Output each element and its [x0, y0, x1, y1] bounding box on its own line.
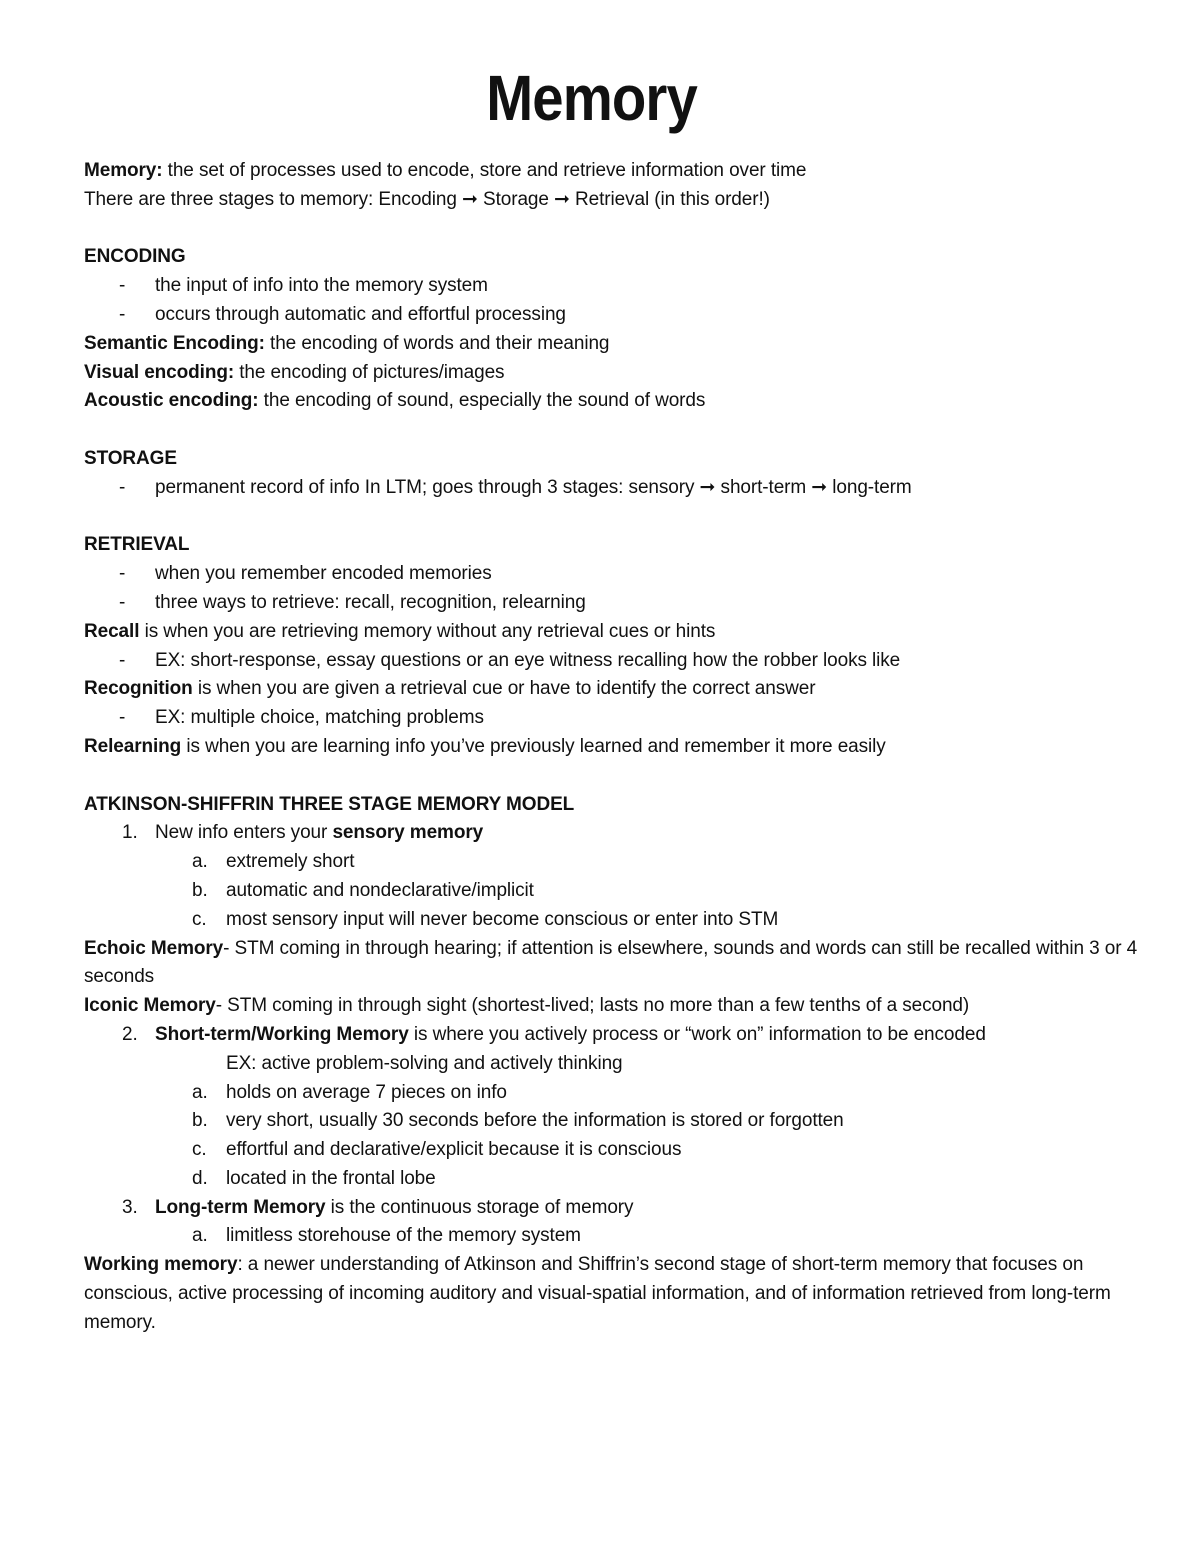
item-letter: a.	[192, 851, 208, 873]
storage-heading: STORAGE	[84, 447, 177, 469]
dash-marker: -	[119, 707, 126, 729]
dash-marker: -	[119, 563, 126, 585]
item-letter: c.	[192, 1139, 207, 1161]
memory-definition	[84, 157, 1144, 186]
visual-encoding: Visual encoding: the encoding of pictures/images	[84, 361, 505, 383]
model-step-3-item: a. limitless storehouse of the memory system	[84, 1222, 1144, 1251]
model-step-2-item: a. holds on average 7 pieces on info	[84, 1079, 1144, 1108]
step-number: 3.	[122, 1196, 138, 1218]
item-letter: a.	[192, 1225, 208, 1247]
model-step-1-item: c. most sensory input will never become conscious or enter into STM	[84, 906, 1144, 935]
model-step-2-item: d. located in the frontal lobe	[84, 1165, 1144, 1194]
retrieval-bullet: - when you remember encoded memories	[84, 560, 1144, 589]
model-step-3: 3. Long-term Memory is the continuous storage of memory	[84, 1194, 1144, 1223]
encoding-bullet: - occurs through automatic and effortful processing	[84, 301, 1144, 330]
spacer	[84, 762, 1144, 791]
dash-marker: -	[119, 591, 126, 613]
working-memory-definition: Working memory: a newer understanding of Atkinson and Shiffrin’s second stage of short-term memory that focuses on conscious, active processing of incoming auditory and visual-spatial information, and of information retrieved from long-term memory.	[84, 1254, 1111, 1333]
recognition-example: - EX: multiple choice, matching problems	[84, 704, 1144, 733]
memory-term: Memory:	[84, 160, 163, 181]
model-step-2-item: c. effortful and declarative/explicit because it is conscious	[84, 1136, 1144, 1165]
spacer	[84, 503, 1144, 532]
acoustic-encoding: Acoustic encoding: the encoding of sound, especially the sound of words	[84, 390, 706, 412]
item-letter: b.	[192, 1110, 208, 1132]
dash-marker: -	[119, 476, 126, 498]
storage-bullet: - permanent record of info In LTM; goes through 3 stages: sensory ➞ short-term ➞ long-term	[84, 474, 1144, 503]
dash-marker: -	[119, 649, 126, 671]
echoic-memory: Echoic Memory- STM coming in through hearing; if attention is elsewhere, sounds and words can still be recalled within 3 or 4 seconds	[84, 937, 1138, 988]
model-step-1-item: b. automatic and nondeclarative/implicit	[84, 877, 1144, 906]
step-number: 2.	[122, 1023, 138, 1045]
page-title: Memory	[486, 62, 697, 134]
memory-stages: There are three stages to memory: Encoding ➞ Storage ➞ Retrieval (in this order!)	[84, 188, 770, 210]
spacer	[84, 215, 1144, 244]
semantic-encoding: Semantic Encoding: the encoding of words and their meaning	[84, 332, 610, 354]
item-letter: a.	[192, 1081, 208, 1103]
model-step-2: 2. Short-term/Working Memory is where you actively process or “work on” information to be encoded	[84, 1021, 1144, 1050]
model-step-1-item: a. extremely short	[84, 848, 1144, 877]
model-heading: ATKINSON-SHIFFRIN THREE STAGE MEMORY MODEL	[84, 793, 575, 815]
iconic-memory: Iconic Memory- STM coming in through sight (shortest-lived; lasts no more than a few tenths of a second)	[84, 995, 970, 1017]
encoding-heading: ENCODING	[84, 246, 186, 268]
retrieval-heading: RETRIEVAL	[84, 534, 190, 556]
item-letter: d.	[192, 1167, 208, 1189]
item-letter: c.	[192, 908, 207, 930]
model-step-1: 1. New info enters your sensory memory	[84, 819, 1144, 848]
item-letter: b.	[192, 879, 208, 901]
recognition-definition: Recognition is when you are given a retrieval cue or have to identify the correct answer	[84, 678, 816, 700]
dash-marker: -	[119, 303, 126, 325]
model-step-2-item: b. very short, usually 30 seconds before the information is stored or forgotten	[84, 1107, 1144, 1136]
memory-definition-text: the set of processes used to encode, store and retrieve information over time	[162, 160, 807, 181]
recall-example: - EX: short-response, essay questions or an eye witness recalling how the robber looks like	[84, 647, 1144, 676]
dash-marker: -	[119, 275, 126, 297]
spacer	[84, 416, 1144, 445]
relearning-definition: Relearning is when you are learning info you’ve previously learned and remember it more easily	[84, 735, 886, 757]
document-body	[84, 157, 1144, 1338]
step-number: 1.	[122, 822, 138, 844]
recall-definition: Recall is when you are retrieving memory without any retrieval cues or hints	[84, 620, 716, 642]
model-step-2-example: EX: active problem-solving and actively thinking	[226, 1052, 623, 1074]
encoding-bullet: - the input of info into the memory system	[84, 272, 1144, 301]
retrieval-bullet: - three ways to retrieve: recall, recognition, relearning	[84, 589, 1144, 618]
